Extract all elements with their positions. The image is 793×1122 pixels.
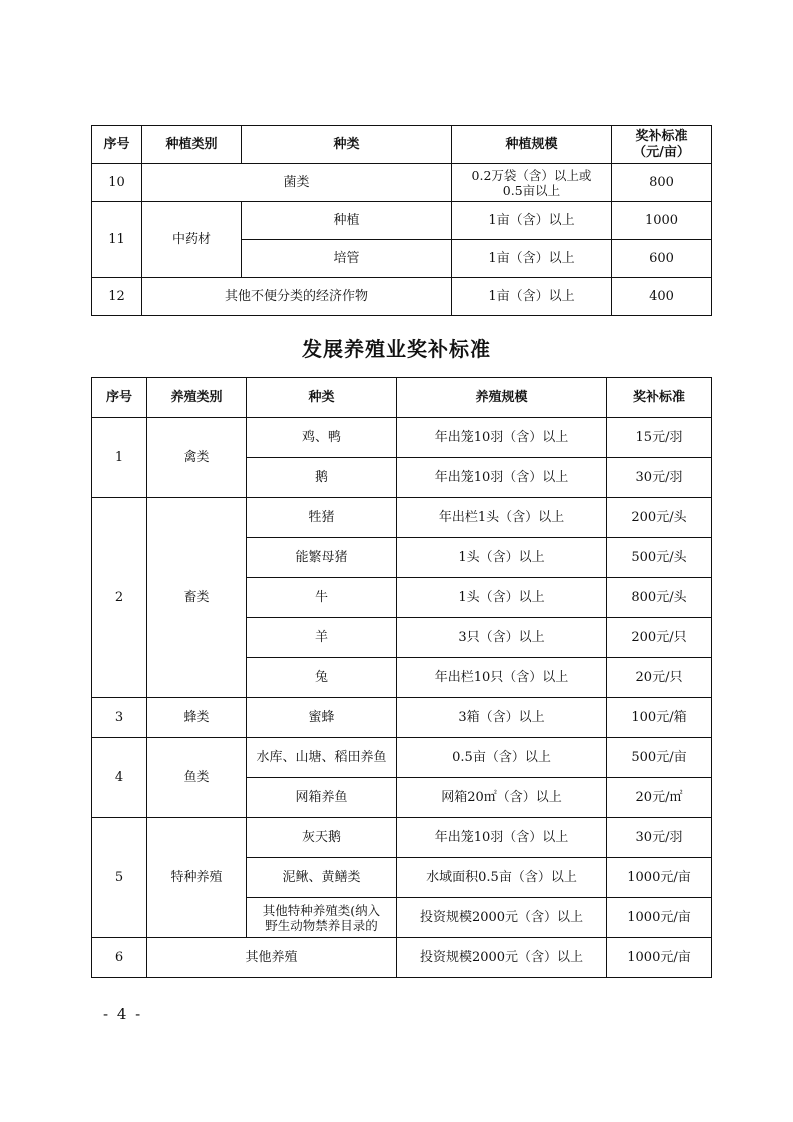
row-category: 中药材 — [142, 202, 242, 278]
row-category: 畜类 — [147, 498, 247, 698]
row-category: 禽类 — [147, 418, 247, 498]
row-kind: 水库、山塘、稻田养鱼 — [247, 738, 397, 778]
row-scale: 年出栏1头（含）以上 — [397, 498, 607, 538]
table-row — [92, 818, 712, 858]
row-kind: 培管 — [242, 240, 452, 278]
row-scale-line1: 0.2万袋（含）以上或 — [471, 167, 592, 183]
row-scale: 0.5亩（含）以上 — [397, 738, 607, 778]
row-standard: 1000元/亩 — [607, 858, 712, 898]
row-scale-line2: 0.5亩以上 — [502, 182, 561, 198]
row-kind — [247, 898, 397, 938]
row-kind: 兔 — [247, 658, 397, 698]
table-row — [92, 164, 712, 202]
section-title: 发展养殖业奖补标准 — [302, 337, 491, 361]
row-standard: 800元/头 — [607, 578, 712, 618]
row-kind-line1: 其他特种养殖类(纳入 — [262, 902, 381, 918]
header-standard-line1: 奖补标准 — [635, 128, 688, 144]
row-scale: 年出笼10羽（含）以上 — [397, 418, 607, 458]
row-kind: 鹅 — [247, 458, 397, 498]
row-kind: 其他不便分类的经济作物 — [142, 278, 452, 316]
row-no: 3 — [92, 698, 147, 738]
header-category: 养殖类别 — [147, 378, 247, 418]
row-scale: 1亩（含）以上 — [452, 278, 612, 316]
header-category: 种植类别 — [142, 126, 242, 164]
page-number: - 4 - — [103, 1005, 143, 1023]
row-standard: 500元/头 — [607, 538, 712, 578]
row-standard: 1000元/亩 — [607, 938, 712, 978]
table-header-row — [92, 126, 712, 164]
row-kind: 羊 — [247, 618, 397, 658]
row-scale: 1头（含）以上 — [397, 578, 607, 618]
row-kind: 牛 — [247, 578, 397, 618]
row-kind: 网箱养鱼 — [247, 778, 397, 818]
row-category: 特种养殖 — [147, 818, 247, 938]
row-scale: 1头（含）以上 — [397, 538, 607, 578]
table-row — [92, 202, 712, 240]
table-row — [92, 498, 712, 538]
header-scale: 养殖规模 — [397, 378, 607, 418]
breeding-standards-table — [91, 377, 712, 978]
row-kind: 蜜蜂 — [247, 698, 397, 738]
row-no: 6 — [92, 938, 147, 978]
table-header-row — [92, 378, 712, 418]
row-standard: 200元/只 — [607, 618, 712, 658]
row-scale: 3箱（含）以上 — [397, 698, 607, 738]
row-kind: 菌类 — [142, 164, 452, 202]
row-standard: 30元/羽 — [607, 818, 712, 858]
header-scale: 种植规模 — [452, 126, 612, 164]
row-standard: 1000元/亩 — [607, 898, 712, 938]
row-no: 4 — [92, 738, 147, 818]
row-no: 2 — [92, 498, 147, 698]
row-category: 鱼类 — [147, 738, 247, 818]
table-row — [92, 698, 712, 738]
row-scale: 网箱20㎡（含）以上 — [397, 778, 607, 818]
header-standard-line2: （元/亩） — [633, 144, 690, 160]
row-standard: 30元/羽 — [607, 458, 712, 498]
row-standard: 20元/㎡ — [607, 778, 712, 818]
table-row — [92, 738, 712, 778]
row-standard: 1000 — [612, 202, 712, 240]
header-standard: 奖补标准 — [607, 378, 712, 418]
row-kind: 泥鳅、黄鳝类 — [247, 858, 397, 898]
row-scale: 年出栏10只（含）以上 — [397, 658, 607, 698]
row-scale: 年出笼10羽（含）以上 — [397, 458, 607, 498]
row-no: 12 — [92, 278, 142, 316]
row-no: 10 — [92, 164, 142, 202]
row-kind: 灰天鹅 — [247, 818, 397, 858]
row-no: 1 — [92, 418, 147, 498]
row-scale — [452, 164, 612, 202]
table-row — [92, 938, 712, 978]
row-kind: 能繁母猪 — [247, 538, 397, 578]
row-kind: 鸡、鸭 — [247, 418, 397, 458]
table-row — [92, 418, 712, 458]
planting-standards-table — [91, 125, 712, 316]
row-scale: 年出笼10羽（含）以上 — [397, 818, 607, 858]
row-scale: 1亩（含）以上 — [452, 202, 612, 240]
row-kind: 种植 — [242, 202, 452, 240]
row-standard: 20元/只 — [607, 658, 712, 698]
row-kind: 其他养殖 — [147, 938, 397, 978]
row-no: 5 — [92, 818, 147, 938]
row-standard: 800 — [612, 164, 712, 202]
row-scale: 3只（含）以上 — [397, 618, 607, 658]
row-no: 11 — [92, 202, 142, 278]
table-row — [92, 278, 712, 316]
header-standard — [612, 126, 712, 164]
header-no: 序号 — [92, 378, 147, 418]
row-scale: 1亩（含）以上 — [452, 240, 612, 278]
row-standard: 100元/箱 — [607, 698, 712, 738]
row-category: 蜂类 — [147, 698, 247, 738]
row-standard: 600 — [612, 240, 712, 278]
header-kind: 种类 — [247, 378, 397, 418]
row-scale: 水域面积0.5亩（含）以上 — [397, 858, 607, 898]
row-standard: 400 — [612, 278, 712, 316]
row-standard: 15元/羽 — [607, 418, 712, 458]
row-standard: 500元/亩 — [607, 738, 712, 778]
row-scale: 投资规模2000元（含）以上 — [397, 898, 607, 938]
row-kind-line2: 野生动物禁养目录的 — [265, 917, 378, 933]
header-no: 序号 — [92, 126, 142, 164]
header-kind: 种类 — [242, 126, 452, 164]
row-kind: 牲猪 — [247, 498, 397, 538]
row-scale: 投资规模2000元（含）以上 — [397, 938, 607, 978]
row-standard: 200元/头 — [607, 498, 712, 538]
